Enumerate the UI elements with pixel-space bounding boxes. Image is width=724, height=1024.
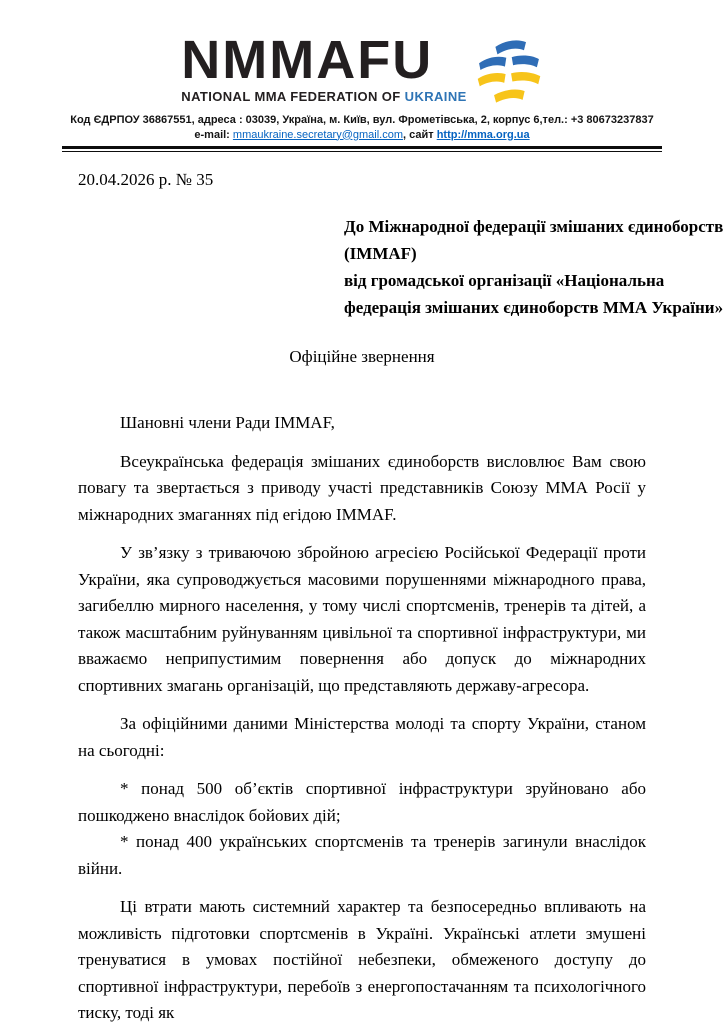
ukraine-flag-swoosh-icon (475, 36, 543, 104)
contact-line-2 (0, 128, 724, 143)
nmmafu-logo (0, 30, 724, 104)
paragraph: Всеукраїнська федерація змішаних єдиноборств висловлює Вам свою повагу та звертається з приводу участі представників Союзу ММА Росії у міжнародних змаганнях під егідою IMMAF. (78, 451, 646, 524)
recipient-line: (IMMAF) (344, 244, 417, 263)
email-link[interactable]: mmaukraine.secretary@gmail.com (232, 128, 404, 141)
paragraph: Ці втрати мають системний характер та безпосередньо впливають на можливість підготовки спортсменів в Україні. Українські атлети змушені тренуватися в умовах постійної небезпеки, обмеженого доступу до спортивної інфраструктури, перебоїв з енергопостачанням та психологічного тиску, тоді як (78, 897, 646, 1022)
recipient-block (344, 213, 724, 321)
email-label: e-mail: (194, 128, 233, 141)
contact-line-1: Код ЄДРПОУ 36867551, адреса : 03039, Україна, м. Київ, вул. Фрометівська, 2, корпус 6,тел.: +3 80673237837 (70, 114, 654, 126)
logo-text-block (181, 30, 467, 104)
logo-subtitle-prefix: NATIONAL MMA FEDERATION OF (181, 88, 405, 104)
site-label: , сайт (403, 128, 437, 141)
logo-acronym: NMMAFU (181, 30, 434, 91)
logo-subtitle-highlight: UKRAINE (404, 88, 467, 104)
recipient-line: До Міжнародної федерації змішаних єдиноборств (344, 217, 724, 236)
logo-subtitle (181, 89, 466, 104)
recipient-line: федерація змішаних єдиноборств ММА України» (344, 298, 724, 317)
salutation: Шановні члени Ради IMMAF, (120, 413, 335, 432)
site-link[interactable]: http://mma.org.ua (436, 128, 530, 141)
header-divider (62, 146, 662, 152)
bullet-item: * понад 500 об’єктів спортивної інфраструктури зруйновано або пошкоджено внаслідок бойових дій; (78, 779, 646, 825)
letter-content (78, 166, 724, 1024)
letter-paragraphs (78, 410, 646, 1024)
date-line: 20.04.2026 р. № 35 (78, 170, 214, 189)
paragraph: У зв’язку з триваючою збройною агресією Російської Федерації проти України, яка супроводжується масовими порушеннями міжнародного права, загибеллю мирного населення, у тому числі спортсменів, тренерів та дітей, а також масштабним руйнуванням цивільної та спортивної інфраструктури, ми вважаємо неприпустимим повернення або допуск до міжнародних спортивних змагань організацій, що представляють державу-агресора. (78, 543, 646, 695)
contact-header (0, 113, 724, 142)
bullet-item: * понад 400 українських спортсменів та тренерів загинули внаслідок війни. (78, 832, 646, 878)
letter-title: Офіційне звернення (289, 347, 435, 366)
recipient-line: від громадської організації «Національна (344, 271, 665, 290)
paragraph: За офіційними даними Міністерства молоді та спорту України, станом на сьогодні: (78, 714, 646, 760)
